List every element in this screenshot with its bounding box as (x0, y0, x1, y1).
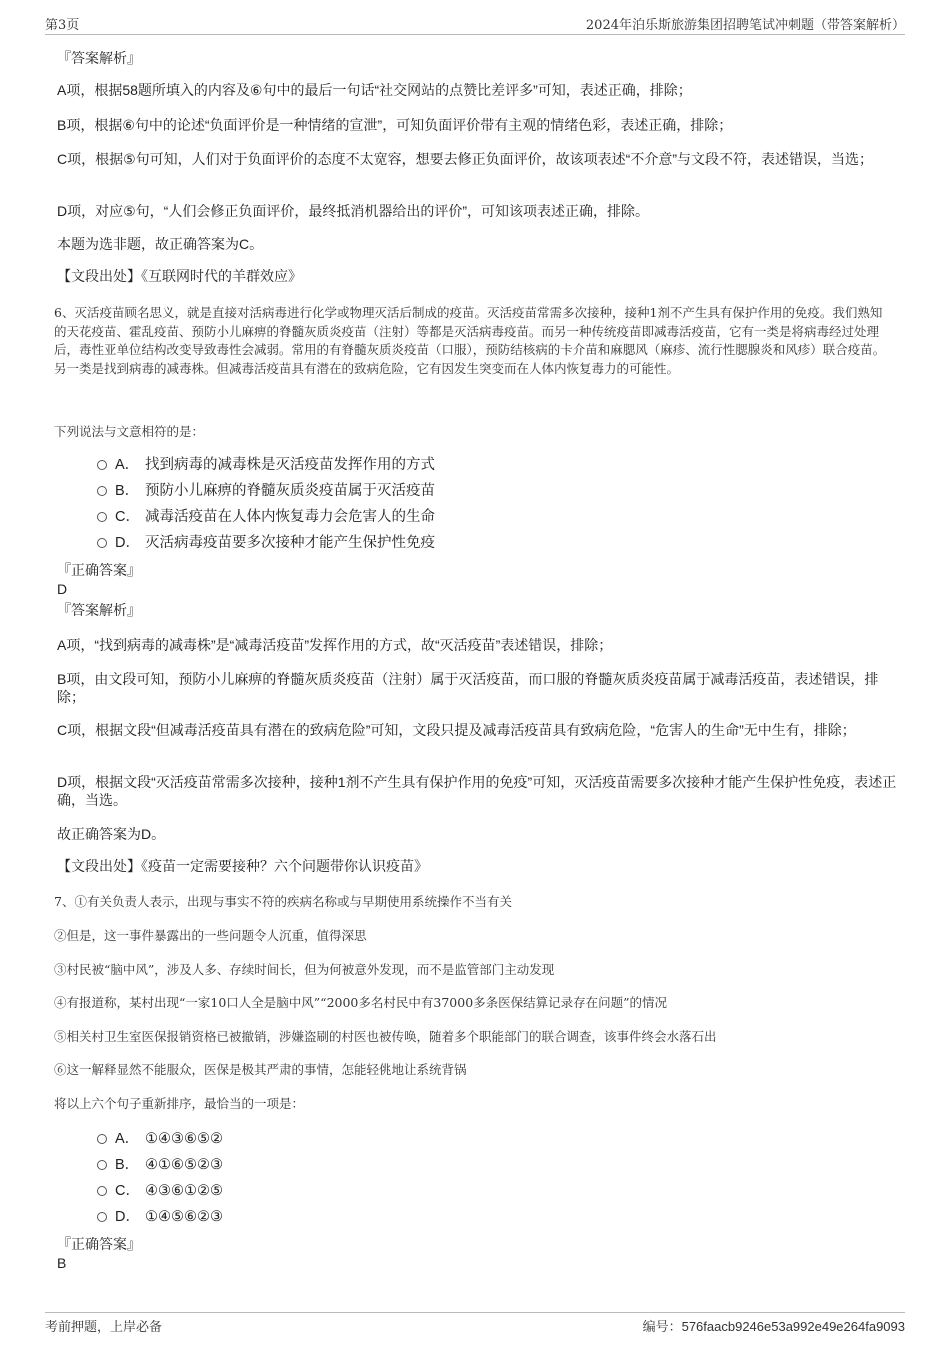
q5-analysis-b: B项，根据⑥句中的论述“负面评价是一种情绪的宣泄”，可知负面评价带有主观的情绪色彩，表述正确，排除； (57, 117, 733, 133)
q7-option-a[interactable] (97, 1130, 223, 1148)
option-text: 灭活病毒疫苗要多次接种才能产生保护性免疫 (145, 535, 435, 551)
option-text: ①④⑤⑥②③ (145, 1209, 223, 1225)
q5-conclusion: 本题为选非题，故正确答案为C。 (57, 236, 264, 252)
q7-answer-label: 『正确答案』 (57, 1237, 141, 1253)
q5-analysis-d: D项，对应⑤句，“人们会修正负面评价，最终抵消机器给出的评价”，可知该项表述正确，排除。 (57, 203, 649, 219)
option-text: 减毒活疫苗在人体内恢复毒力会危害人的生命 (145, 509, 435, 525)
code-label: 编号： (642, 1320, 682, 1335)
page-header (45, 12, 905, 35)
radio-icon[interactable] (97, 1160, 107, 1170)
q5-source: 【文段出处】《互联网时代的羊群效应》 (57, 269, 302, 285)
q7-sentence-4: ④有报道称，某村出现“一家10口人全是脑中风”“2000多名村民中有37000多条医保结算记录存在问题”的情况 (54, 995, 668, 1010)
q6-analysis-b: B项，由文段可知，预防小儿麻痹的脊髓灰质炎疫苗（注射）属于灭活疫苗，而口服的脊髓灰质炎疫苗属于减毒活疫苗，表述错误，排除； (57, 671, 879, 705)
q6-question: 下列说法与文意相符的是： (54, 424, 205, 439)
radio-icon[interactable] (97, 486, 107, 496)
q7-sentence-6: ⑥这一解释显然不能服众，医保是极其严肃的事情，怎能轻佻地让系统背锅 (54, 1062, 467, 1077)
q6-analysis-a: A项，“找到病毒的减毒株”是“减毒活疫苗”发挥作用的方式，故“灭活疫苗”表述错误，排除； (57, 637, 613, 653)
q5-analysis-a: A项，根据58题所填入的内容及⑥句中的最后一句话“社交网站的点赞比差评多”可知，表述正确，排除； (57, 82, 692, 98)
q7-question: 将以上六个句子重新排序，最恰当的一项是： (54, 1096, 305, 1111)
radio-icon[interactable] (97, 512, 107, 522)
option-letter: C． (115, 1183, 140, 1199)
q7-answer: B (57, 1255, 67, 1271)
radio-icon[interactable] (97, 1186, 107, 1196)
q6-analysis-d: D项，根据文段“灭活疫苗常需多次接种，接种1剂不产生具有保护作用的免疫”可知，灭活疫苗需要多次接种才能产生保护性免疫，表述正确，当选。 (57, 774, 897, 808)
radio-icon[interactable] (97, 460, 107, 470)
document-code (643, 1316, 905, 1335)
radio-icon[interactable] (97, 1212, 107, 1222)
radio-icon[interactable] (97, 538, 107, 548)
option-letter: B． (115, 1157, 140, 1173)
q6-option-d[interactable] (97, 534, 435, 552)
option-text: 找到病毒的减毒株是灭活疫苗发挥作用的方式 (145, 457, 435, 473)
q6-option-b[interactable] (97, 482, 435, 500)
q6-option-c[interactable] (97, 508, 435, 526)
code-value: 576faacb9246e53a992e49e264fa9093 (681, 1319, 905, 1334)
q7-option-c[interactable] (97, 1182, 223, 1200)
option-letter: B． (115, 483, 140, 499)
q7-sentence-1: 7、①有关负责人表示，出现与事实不符的疾病名称或与早期使用系统操作不当有关 (54, 894, 512, 909)
page-footer (45, 1312, 905, 1337)
page-number: 第3页 (45, 18, 80, 33)
option-letter: D． (115, 1209, 140, 1225)
q6-analysis-c: C项，根据文段“但减毒活疫苗具有潜在的致病危险”可知，文段只提及减毒活疫苗具有致病危险，“危害人的生命”无中生有，排除； (57, 722, 856, 738)
q6-source: 【文段出处】《疫苗一定需要接种？六个问题带你认识疫苗》 (57, 859, 428, 875)
footer-slogan: 考前押题，上岸必备 (45, 1320, 163, 1335)
q7-sentence-3: ③村民被“脑中风”，涉及人多、存续时间长，但为何被意外发现，而不是监管部门主动发现 (54, 962, 555, 977)
option-letter: A． (115, 1131, 140, 1147)
q7-sentence-5: ⑤相关村卫生室医保报销资格已被撤销，涉嫌盗刷的村医也被传唤，随着多个职能部门的联合调查，该事件终会水落石出 (54, 1029, 717, 1044)
q6-answer-label: 『正确答案』 (57, 563, 141, 579)
document-title: 2024年泊乐斯旅游集团招聘笔试冲刺题（带答案解析） (585, 18, 905, 33)
option-letter: C． (115, 509, 140, 525)
q6-option-a[interactable] (97, 456, 435, 474)
q5-analysis-c: C项，根据⑤句可知，人们对于负面评价的态度不太宽容，想要去修正负面评价，故该项表述“不介意”与文段不符，表述错误，当选； (57, 151, 873, 167)
q6-answer: D (57, 581, 68, 597)
option-text: ④③⑥①②⑤ (145, 1183, 223, 1199)
option-letter: A． (115, 457, 140, 473)
radio-icon[interactable] (97, 1134, 107, 1144)
option-letter: D． (115, 535, 140, 551)
option-text: ①④③⑥⑤② (145, 1131, 223, 1147)
q7-option-d[interactable] (97, 1208, 223, 1226)
q7-option-b[interactable] (97, 1156, 223, 1174)
option-text: ④①⑥⑤②③ (145, 1157, 223, 1173)
q5-analysis-label: 『答案解析』 (57, 51, 141, 67)
q6-conclusion: 故正确答案为D。 (57, 826, 166, 842)
q7-sentence-2: ②但是，这一事件暴露出的一些问题令人沉重，值得深思 (54, 928, 367, 943)
option-text: 预防小儿麻痹的脊髓灰质炎疫苗属于灭活疫苗 (145, 483, 435, 499)
q6-stem: 6、灭活疫苗顾名思义，就是直接对活病毒进行化学或物理灭活后制成的疫苗。灭活疫苗常需多次接种，接种1剂不产生具有保护作用的免疫。我们熟知的天花疫苗、霍乱疫苗、预防小儿麻痹的脊髓灰质炎疫苗（注射）等都是灭活病毒疫苗。而另一种传统疫苗即减毒活疫苗，它有一类是将病毒经过处理后，毒性亚单位结构改变导致毒性会减弱。常用的有脊髓灰质炎疫苗（口服），预防结核病的卡介苗和麻腮风（麻疹、流行性腮腺炎和风疹）联合疫苗。另一类是找到病毒的减毒株。但减毒活疫苗具有潜在的致病危险，它有因发生突变而在人体内恢复毒力的可能性。 (54, 305, 886, 376)
q6-analysis-label: 『答案解析』 (57, 603, 141, 619)
